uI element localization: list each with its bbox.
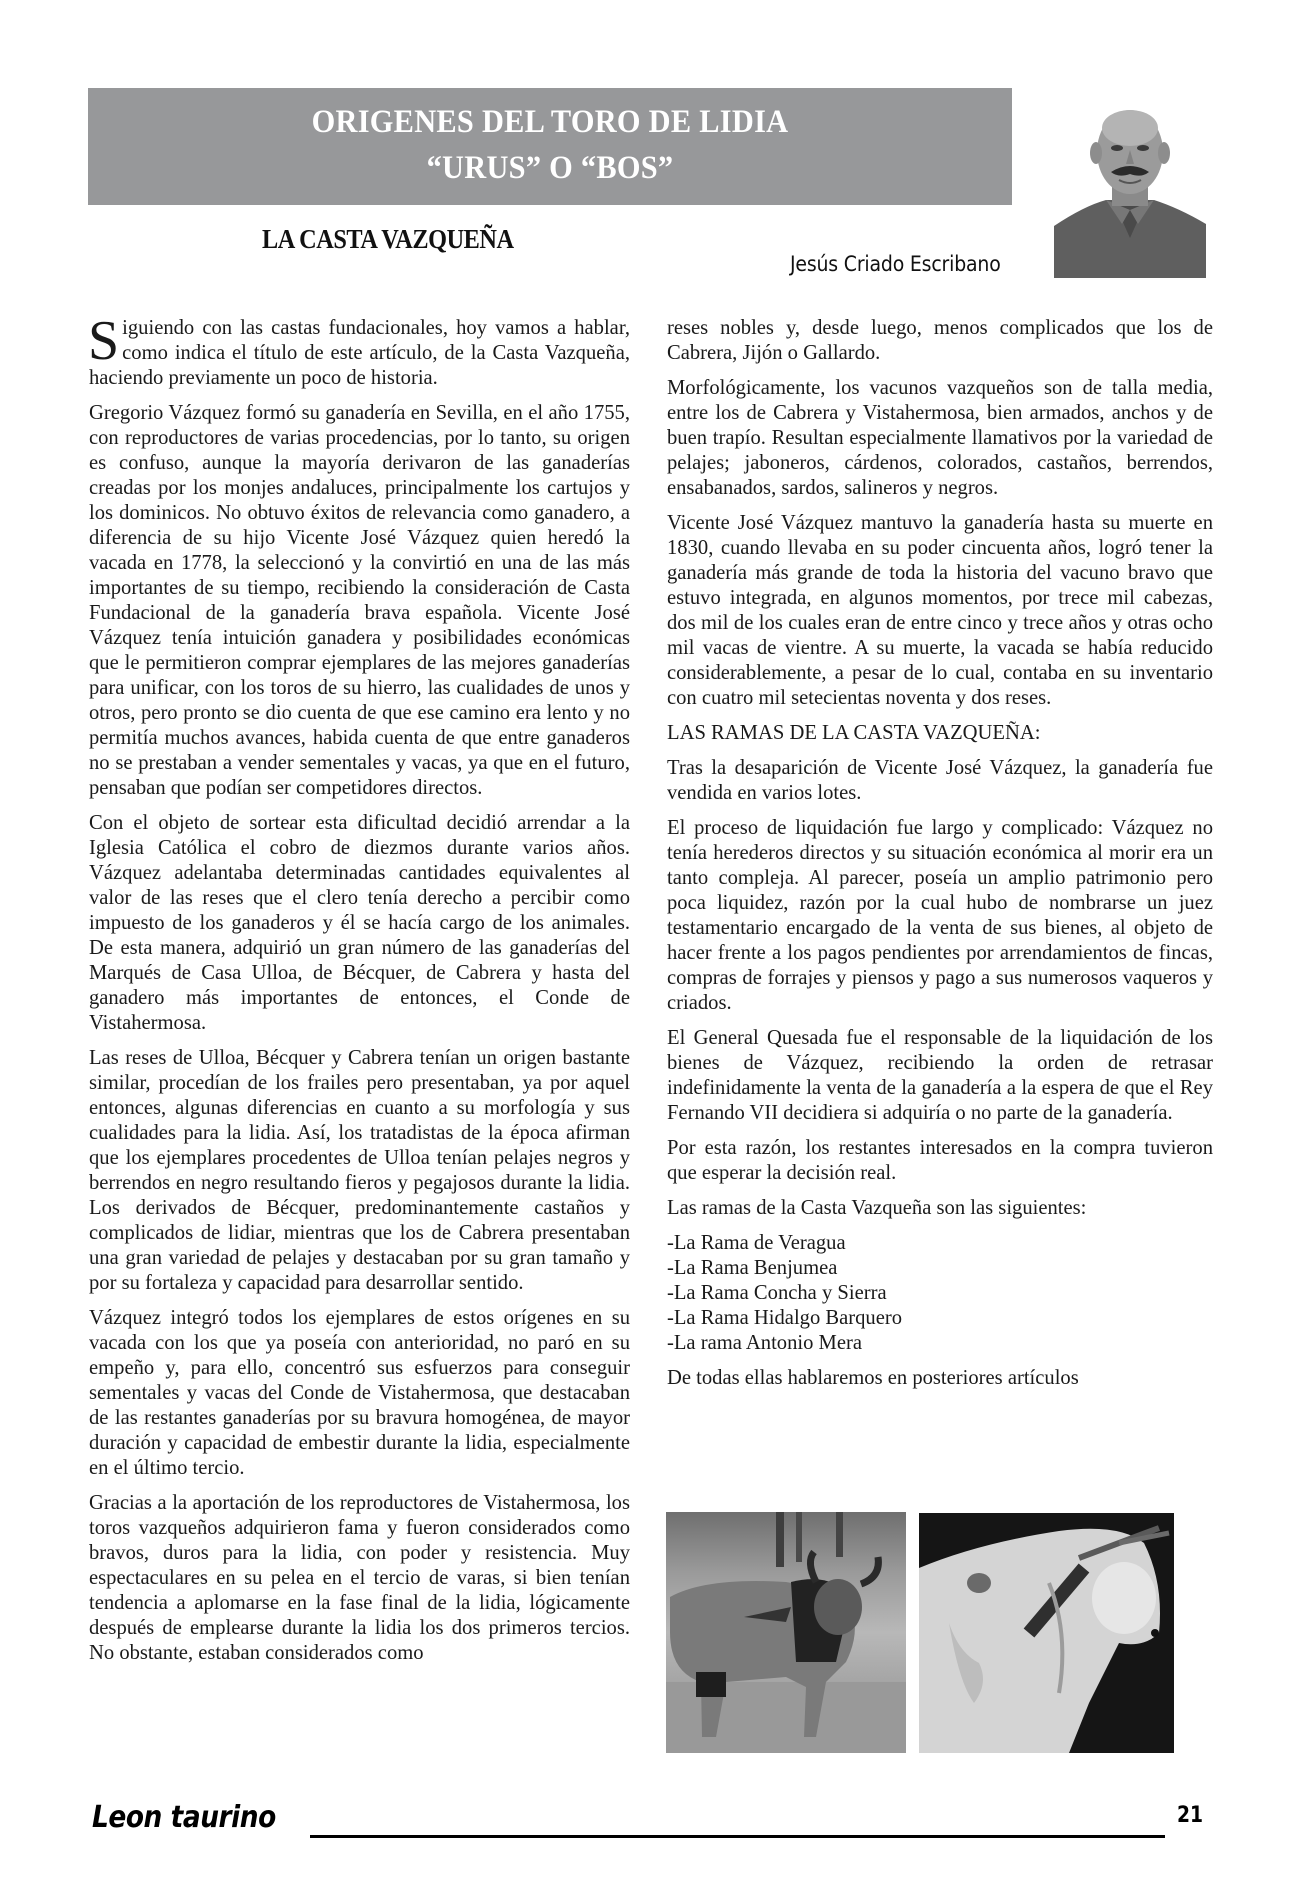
footer-divider <box>310 1835 1165 1838</box>
list-item: -La Rama Concha y Sierra <box>667 1282 887 1304</box>
paragraph: Con el objeto de sortear esta dificultad decidió arrendar a la Iglesia Católica el cobro de diezmos durante varios años. Vázquez adelantaba determinadas cantidades equivalentes al valor de las reses que el clero tenía derecho a percibir como impuesto de los ganaderos y él se hacía cargo de los animales. De esta manera, adquirió un gran número de las ganaderías del Marqués de Casa Ulloa, de Bécquer, de Cabrera y hasta del ganadero más importantes de entonces, el Conde de Vistahermosa. <box>89 812 630 1034</box>
page-number: 21 <box>1177 1803 1204 1828</box>
bull-in-field-image <box>666 1512 906 1753</box>
paragraph: Vicente José Vázquez mantuvo la ganadería hasta su muerte en 1830, cuando llevaba en su poder cincuenta años, logró tener la ganadería más grande de toda la historia del vacuno bravo que estuvo integrada, en algunos momentos, por trece mil cabezas, dos mil de los cuales eran de entre cinco y trece años y otras ocho mil vacas de vientre. A su muerte, la vacada se había reducido considerablemente, a pesar de lo cual, contaba en su inventario con cuatro mil setecientas noventa y dos reses. <box>667 512 1213 709</box>
title-band <box>88 88 1012 205</box>
bull-photo-closeup <box>919 1513 1174 1753</box>
bull-photo-field <box>666 1512 906 1753</box>
paragraph: Vázquez integró todos los ejemplares de estos orígenes en su vacada con los que ya poseía con anterioridad, no paró en su empeño y, para ello, concentró sus esfuerzos para conseguir sementales y vacas del Conde de Vistahermosa, que destacaban de las restantes ganaderías por su bravura homogénea, de mayor duración y capacidad de embestir durante la lidia, especialmente en el último tercio. <box>89 1307 630 1479</box>
paragraph: Morfológicamente, los vacunos vazqueños son de talla media, entre los de Cabrera y Vistahermosa, bien armados, anchos y de buen trapío. Resultan especialmente llamativos por la variedad de pelajes; jaboneros, cárdenos, colorados, castaños, berrendos, ensabanados, sardos, salineros y negros. <box>667 377 1213 499</box>
paragraph: Gracias a la aportación de los reproductores de Vistahermosa, los toros vazqueños adquirieron fama y fueron considerados como bravos, duros para la lidia, con poder y resistencia. Muy espectaculares en su pelea en el tercio de varas, si bien tenían tendencia a aplomarse en la fase final de la lidia, lógicamente después de emplearse durante la lidia los dos primeros tercios. No obstante, estaban considerados como <box>89 1492 630 1664</box>
white-bull-closeup-image <box>919 1513 1174 1753</box>
paragraph-intro <box>88 310 630 391</box>
author-portrait-image <box>1054 98 1206 278</box>
paragraph: Gregorio Vázquez formó su ganadería en Sevilla, en el año 1755, con reproductores de varias procedencias, por lo tanto, su origen es confuso, aunque la mayoría derivaron de las ganaderías creadas por los monjes andaluces, principalmente los cartujos y los dominicos. No obtuvo éxitos de relevancia como ganadero, a diferencia de su hijo Vicente José Vázquez quien heredó la vacada en 1778, la seleccionó y la convirtió en una de las más importantes de su tiempo, recibiendo la consideración de Casta Fundacional de la ganadería brava española. Vicente José Vázquez tenía intuición ganadera y posibilidades económicas que le permitieron comprar ejemplares de las mejores ganaderías para unificar, con los toros de su hierro, las cualidades de unos y otros, pero pronto se dio cuenta de que ese camino era lento y no permitía muchos avances, habida cuenta de que entre ganaderos no se prestaban a vender sementales y vacas, ya que en el futuro, pensaban que podían ser competidores directos. <box>89 402 630 799</box>
article-column-left <box>88 310 630 1676</box>
paragraph: El proceso de liquidación fue largo y complicado: Vázquez no tenía herederos directos y su situación económica al morir era un tanto compleja. Al parecer, poseía un amplio patrimonio pero poca liquidez, razón por la cual hubo de nombrarse un juez testamentario encargado de la venta de sus bienes, al objeto de hacer frente a los pagos pendientes por arrendamientos de fincas, compras de forrajes y piensos y pago a sus numerosos vaqueros y criados. <box>667 817 1213 1014</box>
list-item: -La rama Antonio Mera <box>667 1332 862 1354</box>
magazine-brand: Leon taurino <box>92 1800 276 1835</box>
branches-list <box>667 1231 1213 1356</box>
author-portrait <box>1054 98 1206 278</box>
article-title-line-1: ORIGENES DEL TORO DE LIDIA <box>311 104 789 140</box>
list-item: -La Rama Benjumea <box>667 1257 838 1279</box>
paragraph: Por esta razón, los restantes interesados en la compra tuvieron que esperar la decisión real. <box>667 1137 1213 1184</box>
author-byline: Jesús Criado Escribano <box>790 252 1001 276</box>
paragraph-intro-text: iguiendo con las castas fundacionales, hoy vamos a hablar, como indica el título de este artículo, de la Casta Vazqueña, haciendo previamente un poco de historia. <box>89 317 630 389</box>
paragraph: Tras la desaparición de Vicente José Vázquez, la ganadería fue vendida en varios lotes. <box>667 757 1213 804</box>
list-item: -La Rama Hidalgo Barquero <box>667 1307 903 1329</box>
article-column-right <box>667 316 1213 1401</box>
paragraph: El General Quesada fue el responsable de la liquidación de los bienes de Vázquez, recibiendo la orden de retrasar indefinidamente la venta de la ganadería a la espera de que el Rey Fernando VII decidiera si adquiría o no parte de la ganadería. <box>667 1027 1213 1124</box>
paragraph: Las ramas de la Casta Vazqueña son las siguientes: <box>667 1197 1087 1219</box>
paragraph: De todas ellas hablaremos en posteriores artículos <box>667 1367 1079 1389</box>
list-item: -La Rama de Veragua <box>667 1232 846 1254</box>
paragraph: Las reses de Ulloa, Bécquer y Cabrera tenían un origen bastante similar, procedían de los frailes pero presentaban, ya por aquel entonces, algunas diferencias en cuanto a su morfología y sus cualidades para la lidia. Así, los tratadistas de la época afirman que los ejemplares procedentes de Ulloa tenían pelajes negros y berrendos en negro resultando fieros y pegajosos durante la lidia. Los derivados de Bécquer, predominantemente castaños y complicados de lidiar, mientras que los de Cabrera presentaban una gran variedad de pelajes y destacaban por su gran tamaño y por su fortaleza y capacidad para desarrollar sentido. <box>89 1047 630 1294</box>
drop-cap: S <box>88 310 120 372</box>
article-subtitle: LA CASTA VAZQUEÑA <box>262 224 514 254</box>
section-heading: LAS RAMAS DE LA CASTA VAZQUEÑA: <box>667 722 1041 744</box>
article-title-line-2: “URUS” O “BOS” <box>426 150 674 186</box>
paragraph: reses nobles y, desde luego, menos complicados que los de Cabrera, Jijón o Gallardo. <box>667 317 1213 364</box>
